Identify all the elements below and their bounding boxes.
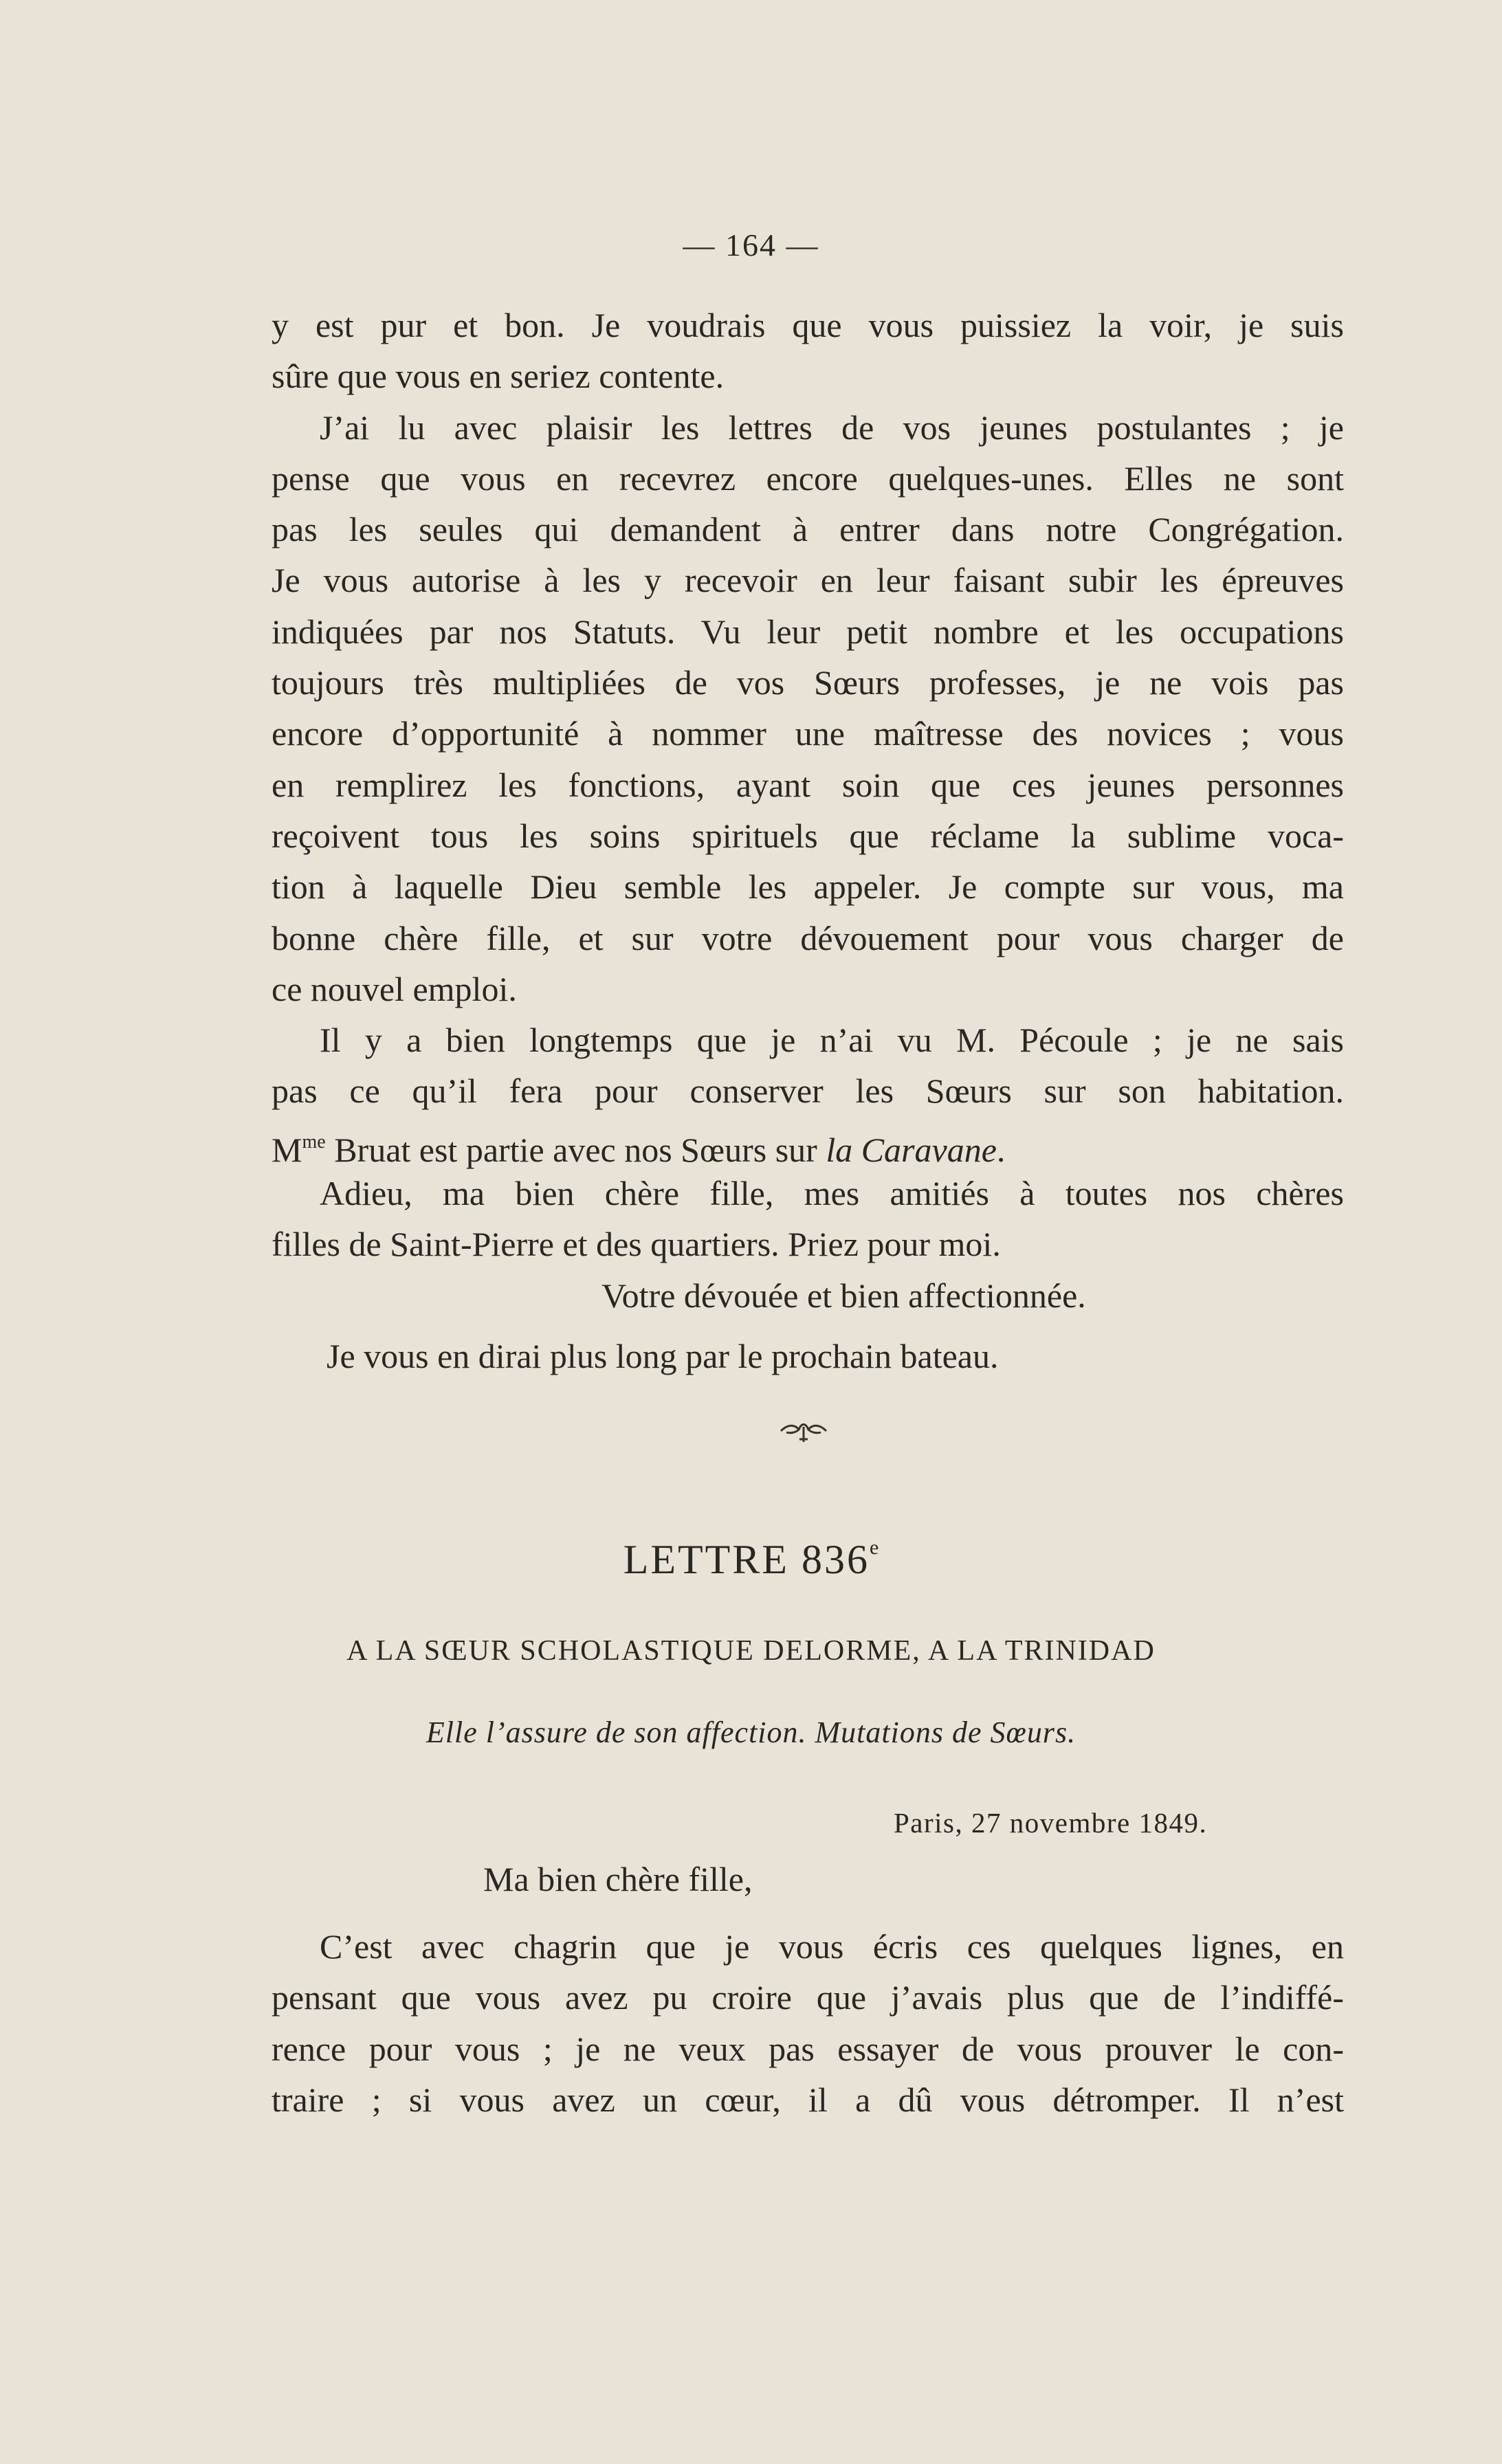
text-line: pense que vous en recevrez encore quelques-unes. Elles ne sont <box>272 458 1344 498</box>
text-line: tion à laquelle Dieu semble les appeler. Je compte sur vous, ma <box>272 867 1344 907</box>
text-line: Je vous autorise à les y recevoir en leur faisant subir les épreuves <box>272 561 1344 600</box>
bruat-text: Bruat est partie avec nos Sœurs sur <box>325 1130 826 1169</box>
signoff: Votre dévouée et bien affectionnée. <box>601 1276 1086 1315</box>
text-line: y est pur et bon. Je voudrais que vous puissiez la voir, je suis <box>272 306 1344 344</box>
text-line: toujours très multipliées de vos Sœurs professes, je ne vois pas <box>272 663 1344 702</box>
text-line: pas ce qu’il fera pour conserver les Sœurs sur son habitation. <box>272 1072 1344 1111</box>
bruat-sup: me <box>302 1131 326 1153</box>
text-line: C’est avec chagrin que je vous écris ces quelques lignes, en <box>320 1927 1344 1966</box>
letter-title-text: LETTRE 836 <box>623 1537 870 1582</box>
previous-letter-continuation <box>272 300 1344 1381</box>
bruat-prefix: M <box>272 1130 302 1169</box>
text-line-bruat <box>272 1117 1344 1168</box>
text-line: rence pour vous ; je ne veux pas essayer de vous prouver le con- <box>272 2029 1344 2068</box>
page-number: — 164 — <box>683 227 819 263</box>
letter-summary: Elle l’assure de son affection. Mutations de Sœurs. <box>426 1716 1076 1749</box>
postscript: Je vous en dirai plus long par le prochain bateau. <box>327 1336 999 1375</box>
text-line: indiquées par nos Statuts. Vu leur petit nombre et les occupations <box>272 612 1344 651</box>
bruat-end: . <box>996 1130 1006 1169</box>
text-line: filles de Saint-Pierre et des quartiers. Priez pour moi. <box>272 1225 1001 1264</box>
text-line: pas les seules qui demandent à entrer dans notre Congrégation. <box>272 510 1344 549</box>
ship-name: la Caravane <box>826 1130 997 1169</box>
text-line: en remplirez les fonctions, ayant soin que ces jeunes personnes <box>272 765 1344 804</box>
text-line: encore d’opportunité à nommer une maîtresse des novices ; vous <box>272 714 1344 753</box>
text-line: bonne chère fille, et sur votre dévouement pour vous charger de <box>272 918 1344 957</box>
text-line: Il y a bien longtemps que je n’ai vu M. Pécoule ; je ne sais <box>320 1021 1344 1060</box>
fleuron-ornament-icon <box>778 1417 829 1445</box>
letter-title <box>0 1536 1502 1584</box>
letter-recipient: A LA SŒUR SCHOLASTIQUE DELORME, A LA TRINIDAD <box>346 1635 1156 1667</box>
letter-title-sup: e <box>869 1536 879 1559</box>
letter-body <box>272 1921 1344 2125</box>
text-line: ce nouvel emploi. <box>272 969 517 1008</box>
text-line: Adieu, ma bien chère fille, mes amitiés à toutes nos chères <box>320 1174 1344 1213</box>
text-line: J’ai lu avec plaisir les lettres de vos jeunes postulantes ; je <box>320 408 1344 447</box>
text-line: sûre que vous en seriez contente. <box>272 357 725 396</box>
letter-salutation: Ma bien chère fille, <box>483 1860 753 1898</box>
text-line: reçoivent tous les soins spirituels que réclame la sublime voca- <box>272 816 1344 855</box>
text-line: traire ; si vous avez un cœur, il a dû vous détromper. Il n’est <box>272 2080 1344 2119</box>
letter-dateline: Paris, 27 novembre 1849. <box>894 1807 1208 1839</box>
text-line: pensant que vous avez pu croire que j’avais plus que de l’indiffé- <box>272 1978 1344 2017</box>
